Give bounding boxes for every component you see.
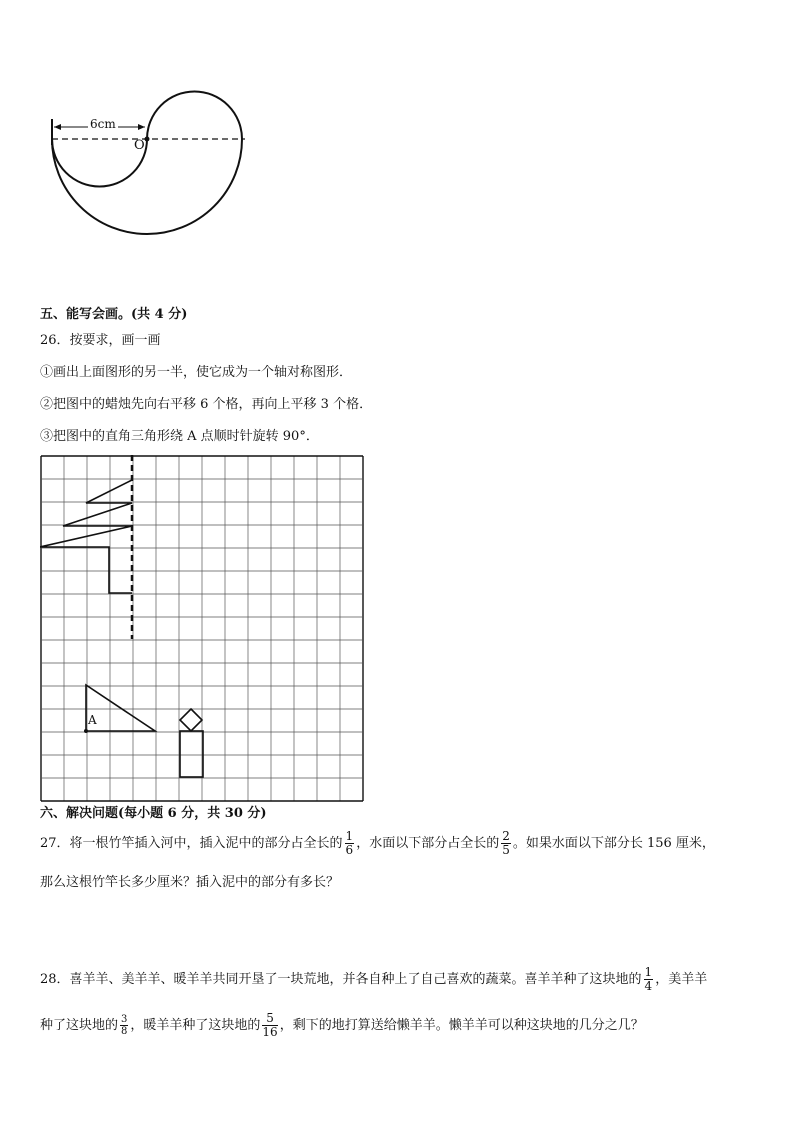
q28-fraction-3-denominator: 16 bbox=[262, 1025, 278, 1039]
center-point bbox=[145, 137, 150, 142]
q27-line2: 那么这根竹竿长多少厘米？插入泥中的部分有多长？ bbox=[40, 875, 340, 890]
q26-title: 26．按要求，画一画 bbox=[40, 333, 161, 348]
large-semicircle-arc bbox=[52, 139, 242, 234]
q27-fraction-2-numerator: 2 bbox=[502, 829, 510, 843]
q27-fraction-1-denominator: 6 bbox=[345, 843, 354, 857]
half-tree-shape bbox=[40, 480, 132, 593]
small-semicircle-arc bbox=[52, 139, 147, 187]
q26-item1: ①画出上面图形的另一半，使它成为一个轴对称图形． bbox=[40, 365, 353, 380]
q28-text-part4: ，暖羊羊种了这块地的 bbox=[130, 1018, 261, 1033]
dimension-arrow-right bbox=[138, 124, 145, 130]
q27-fraction-2 bbox=[501, 830, 511, 857]
q28-fraction-1-denominator: 4 bbox=[644, 979, 653, 993]
q27-text-part1: 27．将一根竹竿插入河中，插入泥中的部分占全长的 bbox=[40, 836, 343, 851]
q26-item3: ③把图中的直角三角形绕 A 点顺时针旋转 90°． bbox=[40, 429, 319, 444]
candle-flame bbox=[180, 709, 202, 731]
q28-fraction-3 bbox=[262, 1012, 277, 1039]
q28-line1 bbox=[40, 966, 707, 993]
q27-text-part3: 。如果水面以下部分长 156 厘米， bbox=[512, 836, 715, 851]
q28-text-part5: ，剩下的地打算送给懒羊羊。懒羊羊可以种这块地的几分之几？ bbox=[279, 1018, 644, 1033]
q27-fraction-1 bbox=[345, 830, 355, 857]
q28-line2 bbox=[40, 1012, 644, 1039]
q27-text-part2: ，水面以下部分占全长的 bbox=[356, 836, 500, 851]
q27-fraction-2-denominator: 5 bbox=[502, 843, 510, 857]
upper-semicircle-arc bbox=[147, 92, 242, 140]
q28-fraction-1-numerator: 1 bbox=[644, 965, 653, 979]
q28-text-part1: 28．喜羊羊、美羊羊、暖羊羊共同开垦了一块荒地，并各自种上了自己喜欢的蔬菜。喜羊羊种了这块地的 bbox=[40, 972, 642, 987]
dimension-label: 6cm bbox=[90, 117, 116, 131]
grid-point-label: A bbox=[88, 713, 97, 727]
section6-heading: 六、解决问题(每小题 6 分，共 30 分) bbox=[40, 806, 267, 821]
dimension-arrow-left bbox=[54, 124, 61, 130]
center-label: O bbox=[134, 138, 145, 153]
q28-fraction-3-numerator: 5 bbox=[262, 1012, 277, 1026]
drawing-grid bbox=[40, 455, 365, 802]
q28-text-part2: ，美羊羊 bbox=[655, 972, 708, 987]
q28-fraction-1 bbox=[644, 966, 654, 993]
q27-fraction-1-numerator: 1 bbox=[345, 829, 354, 843]
q26-item2: ②把图中的蜡烛先向右平移 6 个格，再向上平移 3 个格． bbox=[40, 397, 373, 412]
section5-heading: 五、能写会画。(共 4 分) bbox=[40, 307, 188, 322]
semicircle-figure bbox=[40, 75, 260, 245]
point-a bbox=[84, 729, 88, 733]
q28-fraction-2 bbox=[120, 1014, 128, 1037]
q28-text-part3: 种了这块地的 bbox=[40, 1018, 119, 1033]
q27-line1 bbox=[40, 830, 715, 857]
q28-fraction-2-denominator: 8 bbox=[121, 1026, 128, 1037]
q28-fraction-2-numerator: 3 bbox=[121, 1014, 128, 1025]
candle-body bbox=[180, 731, 203, 777]
grid-lines bbox=[41, 456, 363, 801]
